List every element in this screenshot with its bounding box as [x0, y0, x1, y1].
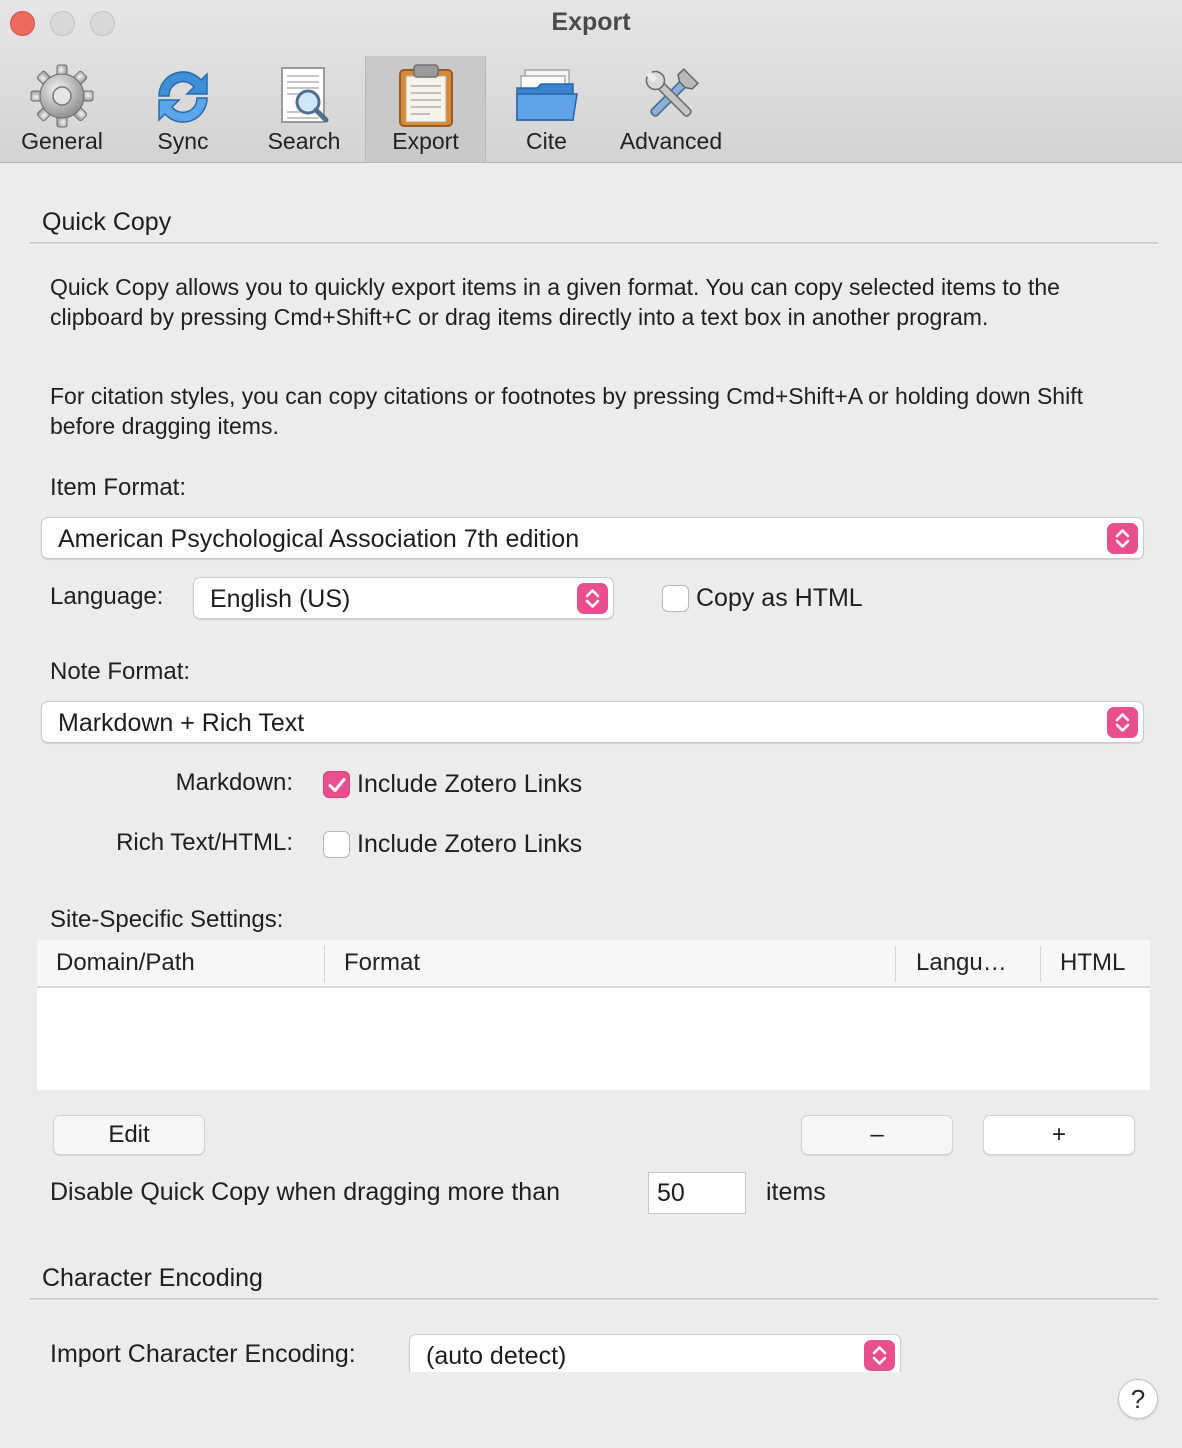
import-encoding-select[interactable] — [409, 1334, 901, 1376]
import-encoding-label: Import Character Encoding: — [50, 1340, 356, 1368]
toolbar-tab-export[interactable]: Export — [365, 56, 486, 162]
quick-copy-divider — [30, 242, 1158, 245]
note-format-select[interactable] — [41, 701, 1144, 743]
column-divider — [895, 946, 896, 982]
item-format-label: Item Format: — [50, 474, 187, 501]
chevron-updown-icon — [1107, 707, 1138, 738]
richtext-zotero-links-checkbox[interactable] — [323, 831, 350, 858]
import-encoding-value: (auto detect) — [426, 1342, 567, 1370]
character-encoding-divider — [30, 1298, 1158, 1301]
language-select[interactable] — [193, 577, 614, 619]
sync-icon — [149, 62, 217, 130]
item-format-select[interactable] — [41, 517, 1144, 559]
note-format-label: Note Format: — [50, 658, 191, 685]
quick-copy-description: Quick Copy allows you to quickly export items in a given format. You can copy selected items to the clipboard by pressing Cmd+Shift+C or drag items directly into a text box in another program. — [50, 274, 1060, 330]
window-chrome — [0, 0, 1182, 163]
clipboard-icon — [392, 62, 460, 130]
toolbar-tab-search[interactable]: Search — [244, 56, 364, 162]
language-value: English (US) — [210, 585, 351, 613]
column-header-html[interactable]: HTML — [1060, 949, 1126, 976]
language-label: Language: — [50, 583, 164, 610]
markdown-zotero-links-checkbox[interactable] — [323, 771, 350, 798]
table-header — [37, 940, 1150, 988]
column-divider — [324, 946, 325, 982]
toolbar-tab-sync[interactable]: Sync — [124, 56, 242, 162]
markdown-zotero-links-label: Include Zotero Links — [357, 770, 583, 798]
help-button[interactable]: ? — [1118, 1379, 1158, 1419]
item-format-value: American Psychological Association 7th edition — [58, 525, 580, 553]
drag-limit-input[interactable]: 50 — [648, 1172, 746, 1214]
column-header-language[interactable]: Langu… — [916, 949, 1007, 976]
chevron-updown-icon — [1107, 523, 1138, 554]
column-divider — [1040, 946, 1041, 982]
checkmark-icon — [327, 775, 347, 795]
site-specific-settings-label: Site-Specific Settings: — [50, 906, 284, 933]
scroll-clip — [0, 1372, 1182, 1448]
tools-icon — [637, 62, 705, 130]
chevron-updown-icon — [864, 1340, 895, 1371]
site-specific-table[interactable] — [37, 940, 1150, 1090]
toolbar-tab-cite[interactable]: Cite — [487, 56, 606, 162]
markdown-label: Markdown: — [175, 769, 293, 796]
gear-icon — [28, 62, 96, 130]
note-format-value: Markdown + Rich Text — [58, 709, 305, 737]
quick-copy-heading: Quick Copy — [42, 208, 172, 236]
copy-as-html-label: Copy as HTML — [696, 584, 863, 612]
citation-styles-description: For citation styles, you can copy citations or footnotes by pressing Cmd+Shift+A or holding down Shift before dragging items. — [50, 383, 1083, 439]
chevron-updown-icon — [577, 583, 608, 614]
window-title: Export — [551, 8, 631, 36]
add-site-button[interactable]: + — [983, 1115, 1135, 1155]
richtext-label: Rich Text/HTML: — [116, 829, 293, 856]
folder-icon — [513, 62, 581, 130]
column-header-format[interactable]: Format — [344, 949, 421, 976]
search-icon — [270, 62, 338, 130]
richtext-zotero-links-label: Include Zotero Links — [357, 830, 583, 858]
character-encoding-heading: Character Encoding — [42, 1264, 263, 1292]
toolbar-tab-advanced[interactable]: Advanced — [608, 56, 734, 162]
drag-limit-suffix: items — [766, 1178, 826, 1206]
drag-limit-label: Disable Quick Copy when dragging more than — [50, 1178, 560, 1206]
edit-button[interactable]: Edit — [53, 1115, 205, 1155]
toolbar-tab-general[interactable]: General — [2, 56, 122, 162]
copy-as-html-checkbox[interactable] — [662, 585, 689, 612]
column-header-domain-path[interactable]: Domain/Path — [56, 949, 195, 976]
remove-site-button[interactable]: – — [801, 1115, 953, 1155]
